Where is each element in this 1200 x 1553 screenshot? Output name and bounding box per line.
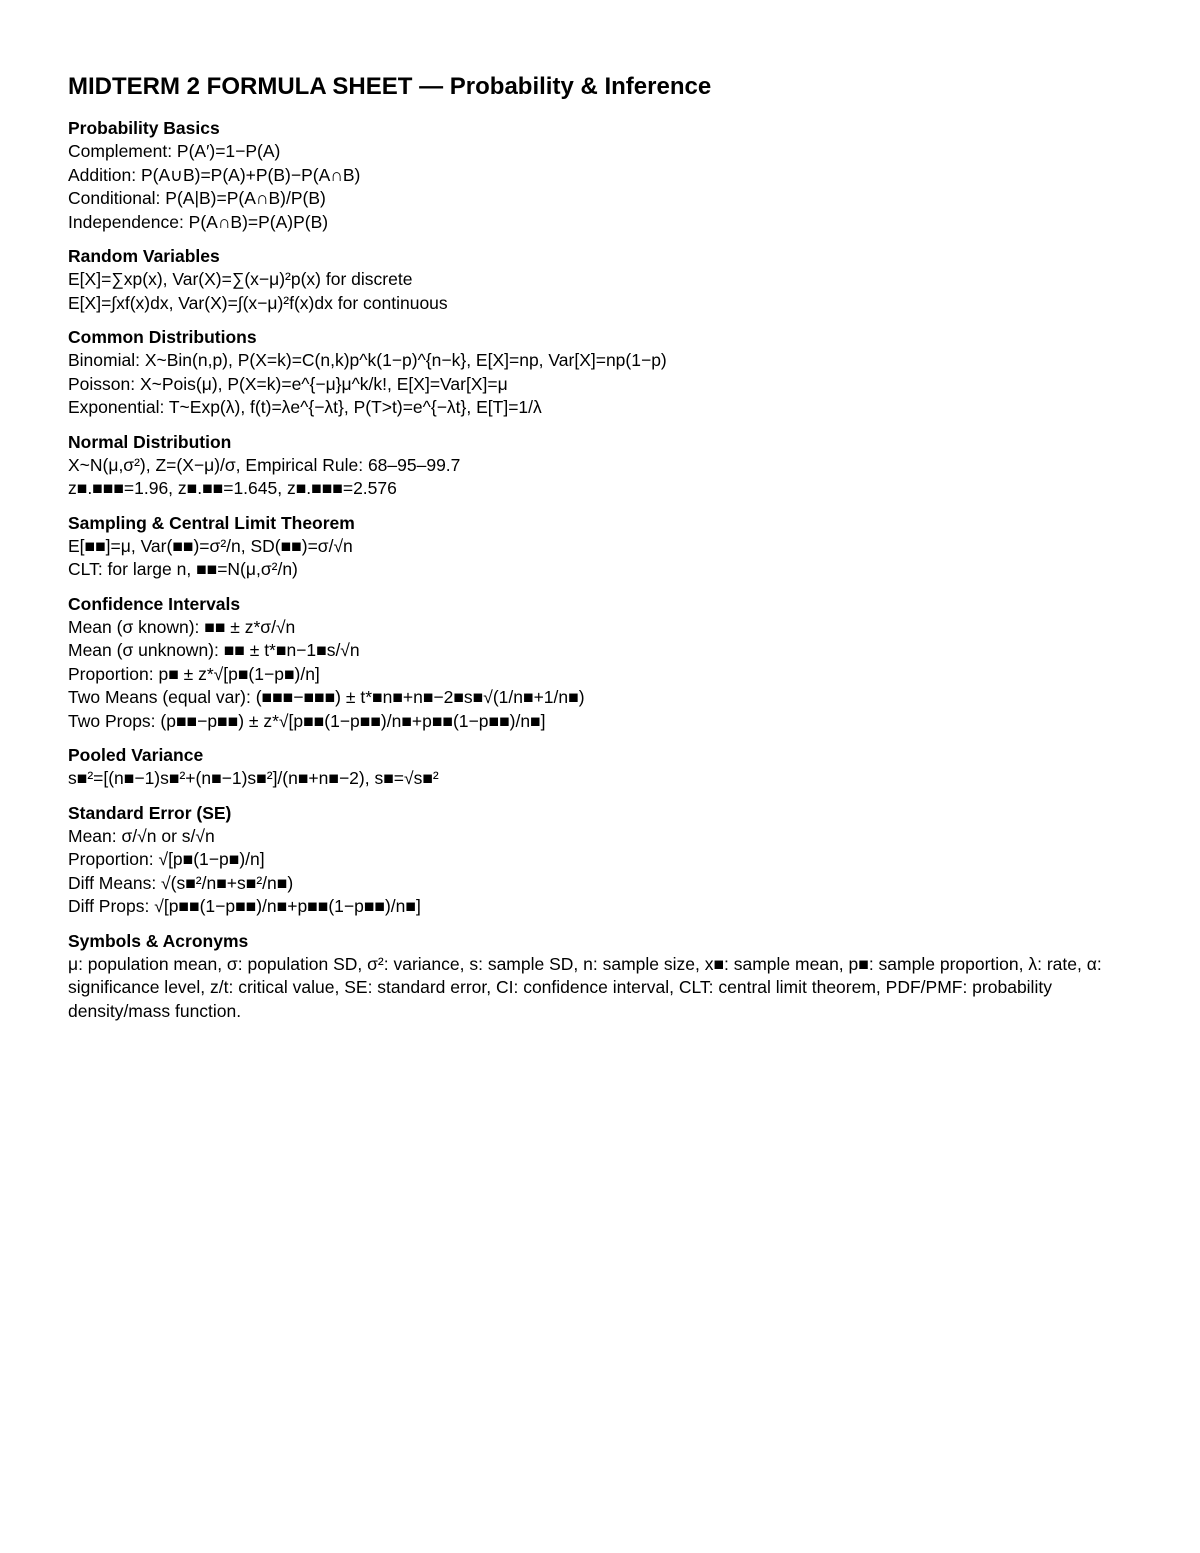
section-heading: Standard Error (SE): [68, 802, 232, 823]
section-heading: Symbols & Acronyms: [68, 930, 249, 951]
formula-line: Addition: P(A∪B)=P(A)+P(B)−P(A∩B): [68, 164, 361, 185]
formula-line: E[■■]=μ, Var(■■)=σ²/n, SD(■■)=σ/√n: [68, 535, 353, 556]
section-sampling-clt: [68, 511, 1132, 582]
page-title: MIDTERM 2 FORMULA SHEET — Probability & Inference: [68, 73, 712, 100]
formula-line: z■.■■■=1.96, z■.■■=1.645, z■.■■■=2.576: [68, 478, 397, 498]
section-probability-basics: [68, 116, 1132, 234]
formula-line: Diff Props: √[p■■(1−p■■)/n■+p■■(1−p■■)/n■]: [68, 896, 421, 916]
section-heading: Pooled Variance: [68, 745, 204, 765]
formula-line: Two Means (equal var): (■■■−■■■) ± t*■n■+n■−2■s■√(1/n■+1/n■): [68, 687, 585, 707]
section-normal-distribution: [68, 430, 1132, 501]
section-pooled-variance: [68, 743, 1132, 791]
formula-line: Two Props: (p■■−p■■) ± z*√[p■■(1−p■■)/n■+p■■(1−p■■)/n■]: [68, 710, 546, 731]
section-heading: Random Variables: [68, 246, 220, 266]
section-confidence-intervals: [68, 592, 1132, 734]
section-random-variables: [68, 244, 1132, 315]
formula-line: E[X]=∫xf(x)dx, Var(X)=∫(x−μ)²f(x)dx for continuous: [68, 292, 448, 313]
section-heading: Confidence Intervals: [68, 593, 241, 614]
formula-line: Proportion: √[p■(1−p■)/n]: [68, 849, 265, 869]
section-heading: Common Distributions: [68, 327, 257, 347]
formula-line: Mean (σ unknown): ■■ ± t*■n−1■s/√n: [68, 640, 360, 660]
formula-line: Mean (σ known): ■■ ± z*σ/√n: [68, 616, 296, 637]
formula-line: Proportion: p■ ± z*√[p■(1−p■)/n]: [68, 663, 320, 684]
section-heading: Probability Basics: [68, 118, 220, 138]
section-heading: Sampling & Central Limit Theorem: [68, 512, 355, 533]
section-heading: Normal Distribution: [68, 431, 232, 452]
formula-line: Exponential: T~Exp(λ), f(t)=λe^{−λt}, P(T>t)=e^{−λt}, E[T]=1/λ: [68, 397, 542, 417]
formula-line: Conditional: P(A|B)=P(A∩B)/P(B): [68, 188, 326, 208]
formula-sheet: [68, 70, 1132, 1033]
formula-line: E[X]=∑xp(x), Var(X)=∑(x−μ)²p(x) for discrete: [68, 269, 413, 289]
formula-line: X~N(μ,σ²), Z=(X−μ)/σ, Empirical Rule: 68–95–99.7: [68, 454, 461, 475]
formula-line: s■²=[(n■−1)s■²+(n■−1)s■²]/(n■+n■−2), s■=√s■²: [68, 768, 439, 788]
section-common-distributions: [68, 325, 1132, 420]
formula-line: Diff Means: √(s■²/n■+s■²/n■): [68, 872, 294, 893]
formula-line: CLT: for large n, ■■=N(μ,σ²/n): [68, 559, 298, 579]
formula-line: Mean: σ/√n or s/√n: [68, 825, 215, 846]
formula-line: Complement: P(A′)=1−P(A): [68, 141, 281, 161]
formula-line: Independence: P(A∩B)=P(A)P(B): [68, 211, 329, 232]
symbols-paragraph: μ: population mean, σ: population SD, σ²: variance, s: sample SD, n: sample size, x■: sample mean, p■: sample proportion, λ: rate, α: significance level, z/t: critical value, SE: standard error, CI: confidence interval, CLT: central limit theorem, PDF/PMF: probability density/mass function.: [68, 953, 1102, 1021]
section-standard-error: [68, 801, 1132, 919]
formula-line: Binomial: X~Bin(n,p), P(X=k)=C(n,k)p^k(1−p)^{n−k}, E[X]=np, Var[X]=np(1−p): [68, 350, 667, 370]
formula-line: Poisson: X~Pois(μ), P(X=k)=e^{−μ}μ^k/k!, E[X]=Var[X]=μ: [68, 373, 508, 394]
section-symbols-acronyms: [68, 929, 1132, 1024]
